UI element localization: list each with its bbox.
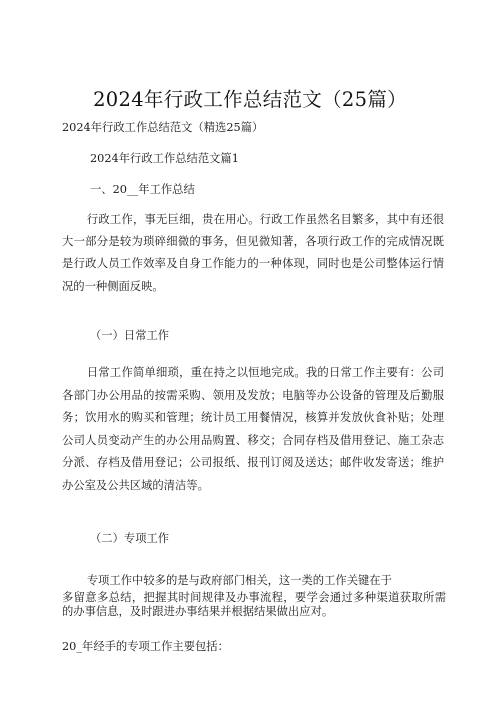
intro-paragraph: 行政工作，事无巨细，贵在用心。行政工作虽然名目繁多，其中有还很大一部分是较为琐碎细微的事务，但见微知著，各项行政工作的完成情况既是行政人员工作效率及自身工作能力的一种体现，同时也是公司整体运行情况的一种侧面反映。: [62, 213, 444, 293]
article-heading: 2024年行政工作总结范文篇1: [90, 152, 239, 165]
section-one-heading: 一、20__年工作总结: [90, 183, 195, 196]
special-work-paragraph-continued: 多留意多总结，把握其时间规律及办事流程，要学会通过多种渠道获取所需的办事信息，及时跟进办事结果并根据结果做出应对。: [62, 591, 446, 618]
document-subtitle: 2024年行政工作总结范文（精选25篇）: [62, 121, 264, 134]
special-work-paragraph-start: 专项工作中较多的是与政府部门相关，这一类的工作关键在于: [86, 574, 392, 587]
daily-work-heading: （一）日常工作: [90, 329, 170, 342]
daily-work-paragraph: 日常工作简单细琐，重在持之以恒地完成。我的日常工作主要有：公司各部门办公用品的按需采购、领用及发放；电脑等办公设备的管理及后勤服务；饮用水的购买和管理；统计员工用餐情况，核算并发放伙食补贴；处理公司人员变动产生的办公用品购置、移交；合同存档及借用登记、施工杂志分派、存档及借用登记；公司报纸、报刊订阅及送达；邮件收发寄送；维护办公室及公共区域的清洁等。: [62, 366, 444, 492]
special-list-lead: 20_年经手的专项工作主要包括：: [62, 640, 229, 653]
document-title: 2024年行政工作总结范文（25篇）: [93, 88, 407, 111]
special-work-heading: （二）专项工作: [90, 532, 170, 545]
